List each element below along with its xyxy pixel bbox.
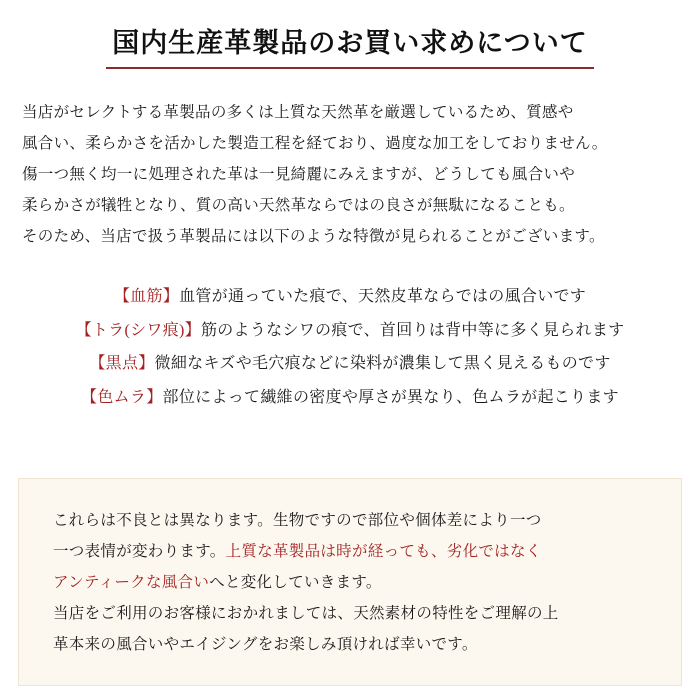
- intro-line: 風合い、柔らかさを活かした製造工程を経ており、過度な加工をしておりません。: [22, 135, 608, 153]
- intro-line: 当店がセレクトする革製品の多くは上質な天然革を厳選しているため、質感や: [22, 104, 574, 122]
- feature-tag: 【色ムラ】: [81, 388, 163, 406]
- page-title-wrap: [0, 0, 700, 69]
- feature-item: [0, 381, 700, 415]
- note-text: 革本来の風合いやエイジングをお楽しみ頂ければ幸いです。: [53, 636, 478, 653]
- feature-text: 筋のようなシワの痕で、首回りは背中等に多く見られます: [200, 321, 625, 339]
- feature-item: [0, 347, 700, 381]
- note-text: 当店をご利用のお客様におかれましては、天然素材の特性をご理解の上: [53, 605, 559, 622]
- feature-tag: 【血筋】: [113, 288, 180, 306]
- feature-item: [0, 314, 700, 348]
- feature-text: 血管が通っていた痕で、天然皮革ならではの風合いです: [179, 288, 587, 306]
- feature-tag: 【黒点】: [89, 355, 155, 373]
- page-title: 国内生産革製品のお買い求めについて: [106, 26, 593, 69]
- note-text: へと変化していきます。: [209, 574, 382, 591]
- note-highlight: 上質な革製品は時が経っても、劣化ではなく: [225, 543, 542, 560]
- intro-line: 柔らかさが犠牲となり、質の高い天然革ならではの良さが無駄になることも。: [22, 197, 575, 215]
- intro-paragraph: [22, 97, 678, 252]
- feature-tag: 【トラ(シワ痕)】: [75, 321, 201, 339]
- intro-line: 傷一つ無く均一に処理された革は一見綺麗にみえますが、どうしても風合いや: [22, 166, 576, 184]
- feature-list: [0, 280, 700, 414]
- note-line: [53, 505, 651, 536]
- note-line: [53, 629, 651, 660]
- note-line: [53, 598, 651, 629]
- feature-text: 微細なキズや毛穴痕などに染料が濃集して黒く見えるものです: [154, 355, 611, 373]
- note-text: 一つ表情が変わります。: [53, 543, 226, 560]
- note-box: [18, 478, 682, 686]
- feature-text: 部位によって繊維の密度や厚さが異なり、色ムラが起こります: [162, 388, 619, 406]
- note-text: これらは不良とは異なります。生物ですので部位や個体差により一つ: [53, 512, 542, 529]
- feature-item: [0, 280, 700, 314]
- note-line: [53, 567, 651, 598]
- note-line: [53, 536, 651, 567]
- note-highlight: アンティークな風合い: [53, 574, 210, 591]
- intro-line: そのため、当店で扱う革製品には以下のような特徴が見られることがございます。: [22, 228, 605, 246]
